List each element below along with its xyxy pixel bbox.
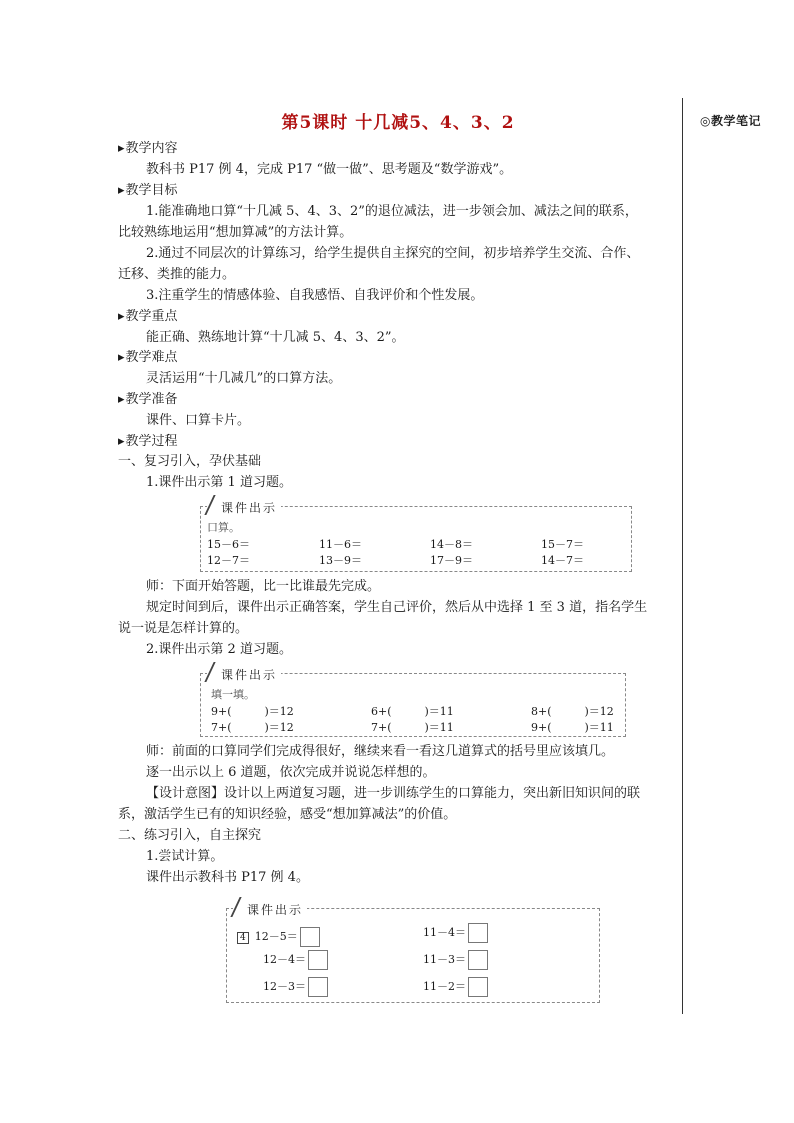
paragraph: 教科书 P17 例 4，完成 P17 “做一做”、思考题及“数学游戏”。 <box>146 162 513 177</box>
example-row <box>263 977 328 997</box>
page-title: 第5课时 十几减5、4、3、2 <box>281 113 515 133</box>
exercise-item: 17－9＝ <box>430 554 473 567</box>
paragraph: 师：下面开始答题，比一比谁最先完成。 <box>146 579 381 594</box>
box-instruction: 填一填。 <box>211 688 255 701</box>
section-heading: ▸ 教学内容 <box>118 139 178 159</box>
box-tag: 课件出示 <box>207 666 281 683</box>
box-tag: 课件出示 <box>233 901 307 918</box>
exercise-item: 12－5＝ <box>254 930 298 943</box>
answer-box[interactable] <box>468 950 488 970</box>
example-row <box>423 977 488 997</box>
exercise-item: 14－7＝ <box>541 554 584 567</box>
paragraph: 1.课件出示第 1 道习题。 <box>146 475 292 490</box>
exercise-item: 14－8＝ <box>430 538 473 551</box>
paragraph: 逐一出示以上 6 道题，依次完成并说说怎样想的。 <box>146 765 436 780</box>
exercise-item: 11－2＝ <box>423 980 466 993</box>
paragraph: 课件出示教科书 P17 例 4。 <box>146 870 309 885</box>
paragraph: 能正确、熟练地计算“十几减 5、4、3、2”。 <box>146 330 405 345</box>
section-heading: ▸ 教学目标 <box>118 181 178 201</box>
box-tag: 课件出示 <box>207 499 281 516</box>
exercise-item: 11－6＝ <box>319 538 362 551</box>
answer-box[interactable] <box>300 927 320 947</box>
paragraph: 1.尝试计算。 <box>146 849 224 864</box>
section-heading: ▸ 教学过程 <box>118 432 178 452</box>
exercise-item: 13－9＝ <box>319 554 362 567</box>
exercise-item: 11－4＝ <box>423 926 466 939</box>
answer-box[interactable] <box>308 977 328 997</box>
answer-box[interactable] <box>468 923 488 943</box>
paragraph: 3.注重学生的情感体验、自我感悟、自我评价和个性发展。 <box>146 288 484 303</box>
paragraph: 1.能准确地口算“十几减 5、4、3、2”的退位减法，进一步领会加、减法之间的联系， <box>146 204 638 219</box>
section-heading: ▸ 教学难点 <box>118 348 178 368</box>
exercise-item: 9+( )＝12 <box>211 705 294 718</box>
margin-divider <box>682 98 683 1014</box>
design-intent: 【设计意图】设计以上两道复习题，进一步训练学生的口算能力，突出新旧知识间的联 <box>146 786 641 801</box>
exercise-item: 7+( )＝12 <box>211 721 294 734</box>
paragraph: 比较熟练地运用“想加算减”的方法计算。 <box>118 225 353 240</box>
exercise-item: 12－3＝ <box>263 980 306 993</box>
paragraph: 课件、口算卡片。 <box>146 413 251 428</box>
example-row <box>423 923 488 943</box>
exercise-item: 8+( )＝12 <box>531 705 614 718</box>
paragraph: 灵活运用“十几减几”的口算方法。 <box>146 371 342 386</box>
exercise-item: 15－7＝ <box>541 538 584 551</box>
exercise-item: 11－3＝ <box>423 953 466 966</box>
answer-box[interactable] <box>308 950 328 970</box>
exercise-box-1 <box>200 501 632 572</box>
answer-box[interactable] <box>468 977 488 997</box>
paragraph: 规定时间到后，课件出示正确答案，学生自己评价，然后从中选择 1 至 3 道，指名学生 <box>146 600 648 615</box>
example-row <box>423 950 488 970</box>
exercise-item: 15－6＝ <box>207 538 250 551</box>
paragraph: 系，激活学生已有的知识经验，感受“想加算减法”的价值。 <box>118 807 457 822</box>
exercise-box-3 <box>226 903 600 1003</box>
paragraph: 2.通过不同层次的计算练习，给学生提供自主探究的空间，初步培养学生交流、合作、 <box>146 246 640 261</box>
exercise-item: 12－4＝ <box>263 953 306 966</box>
paragraph: 师：前面的口算同学们完成得很好，继续来看一看这几道算式的括号里应该填几。 <box>146 744 615 759</box>
example-row <box>237 927 320 947</box>
paragraph: 说一说是怎样计算的。 <box>118 621 249 636</box>
teaching-notes-label: ◎教学笔记 <box>700 114 761 128</box>
exercise-box-2 <box>200 668 626 737</box>
exercise-item: 6+( )＝11 <box>371 705 454 718</box>
exercise-item: 7+( )＝11 <box>371 721 454 734</box>
paragraph: 2.课件出示第 2 道习题。 <box>146 642 292 657</box>
exercise-item: 9+( )＝11 <box>531 721 614 734</box>
section-heading: ▸ 教学准备 <box>118 390 178 410</box>
example-row <box>263 950 328 970</box>
exercise-item: 12－7＝ <box>207 554 250 567</box>
subsection-heading: 一、复习引入，孕伏基础 <box>118 454 262 469</box>
section-heading: ▸ 教学重点 <box>118 307 178 327</box>
paragraph: 迁移、类推的能力。 <box>118 267 236 282</box>
example-number: 4 <box>237 932 249 944</box>
subsection-heading: 二、练习引入，自主探究 <box>118 828 262 843</box>
box-instruction: 口算。 <box>207 521 240 534</box>
